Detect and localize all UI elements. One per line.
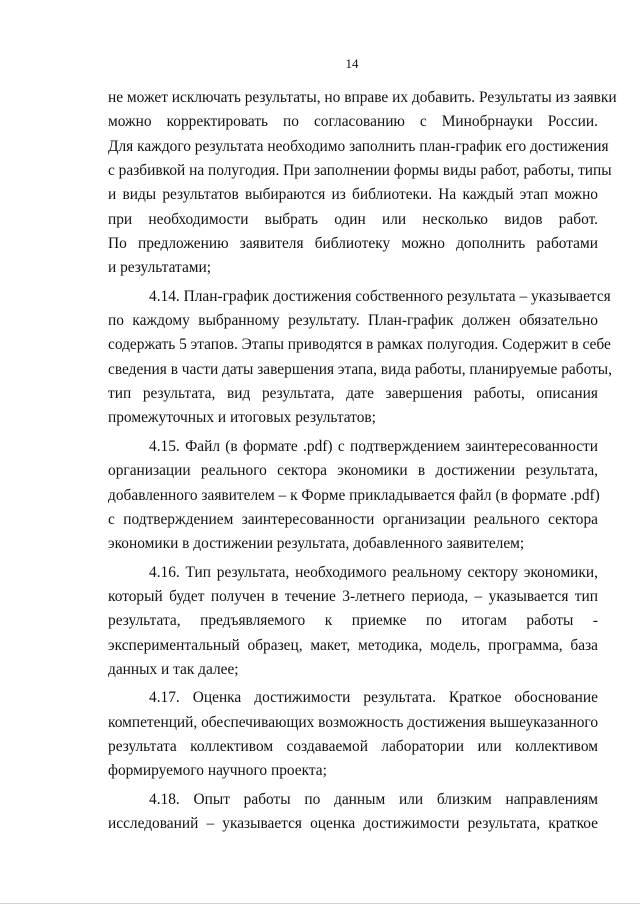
text-line: 4.16. Тип результата, необходимого реальному сектору экономики, [149,563,598,581]
text-line: можно корректировать по согласованию с Минобрнауки России. [108,113,598,131]
text-line: при необходимости выбрать один или несколько видов работ. [108,210,598,228]
page-number: 14 [345,56,359,71]
text-line: данных и так далее; [108,660,239,678]
text-line: организации реального сектора экономики в достижении результата, [108,462,598,480]
text-line: тип результата, вид результата, дате завершения работы, описания [108,385,598,403]
paragraph-item-4-15 [108,435,598,557]
text-line: с подтверждением заинтересованности организации реального сектора [108,510,598,528]
text-line: и результатами; [108,259,212,277]
paragraph-item-4-18 [108,788,598,837]
text-line: Для каждого результата необходимо заполнить план-график его достижения [108,137,609,155]
text-line: компетенций, обеспечивающих возможность достижения вышеуказанного [108,713,599,731]
text-line: 4.15. Файл (в формате .pdf) с подтверждением заинтересованности [149,437,598,455]
text-line: который будет получен в течение 3-летнего периода, – указывается тип [108,587,598,605]
text-line: результата, предъявляемого к приемке по итогам работы - [108,612,598,630]
text-line: формируемого научного проекта; [108,762,327,780]
text-line: 4.18. Опыт работы по данным или близким направлениям [149,790,598,808]
text-line: 4.14. План-график достижения собственного результата – указывается [149,287,611,305]
text-line: добавленного заявителем – к Форме прикладывается файл (в формате .pdf) [108,486,600,504]
text-line: не может исключать результаты, но вправе их добавить. Результаты из заявки [108,89,617,106]
text-line: содержать 5 этапов. Этапы приводятся в рамках полугодия. Содержит в себе [108,336,611,354]
text-line: по каждому выбранному результату. План-график должен обязательно [108,312,598,330]
text-line: результата коллективом создаваемой лаборатории или коллективом [108,737,598,755]
text-line: По предложению заявителя библиотеку можно дополнить работами [108,235,598,253]
paragraph-continuation [108,86,617,281]
paragraph-item-4-17 [108,686,598,783]
text-line: промежуточных и итоговых результатов; [108,409,376,427]
paragraph-item-4-14 [108,285,612,431]
text-line: экономики в достижении результата, добавленного заявителем; [108,535,525,553]
paragraph-item-4-16 [108,561,598,683]
text-line: исследований – указывается оценка достижимости результата, краткое [108,814,598,832]
text-line: экспериментальный образец, макет, методика, модель, программа, база [108,636,598,654]
text-line: сведения в части даты завершения этапа, вида работы, планируемые работы, [108,360,612,378]
page-bottom-edge [0,903,640,904]
text-line: 4.17. Оценка достижимости результата. Краткое обоснование [149,689,598,707]
text-line: и виды результатов выбираются из библиотеки. На каждый этап можно [108,186,598,204]
document-body [108,86,617,836]
text-line: с разбивкой на полугодия. При заполнении формы виды работ, работы, типы [108,162,612,180]
